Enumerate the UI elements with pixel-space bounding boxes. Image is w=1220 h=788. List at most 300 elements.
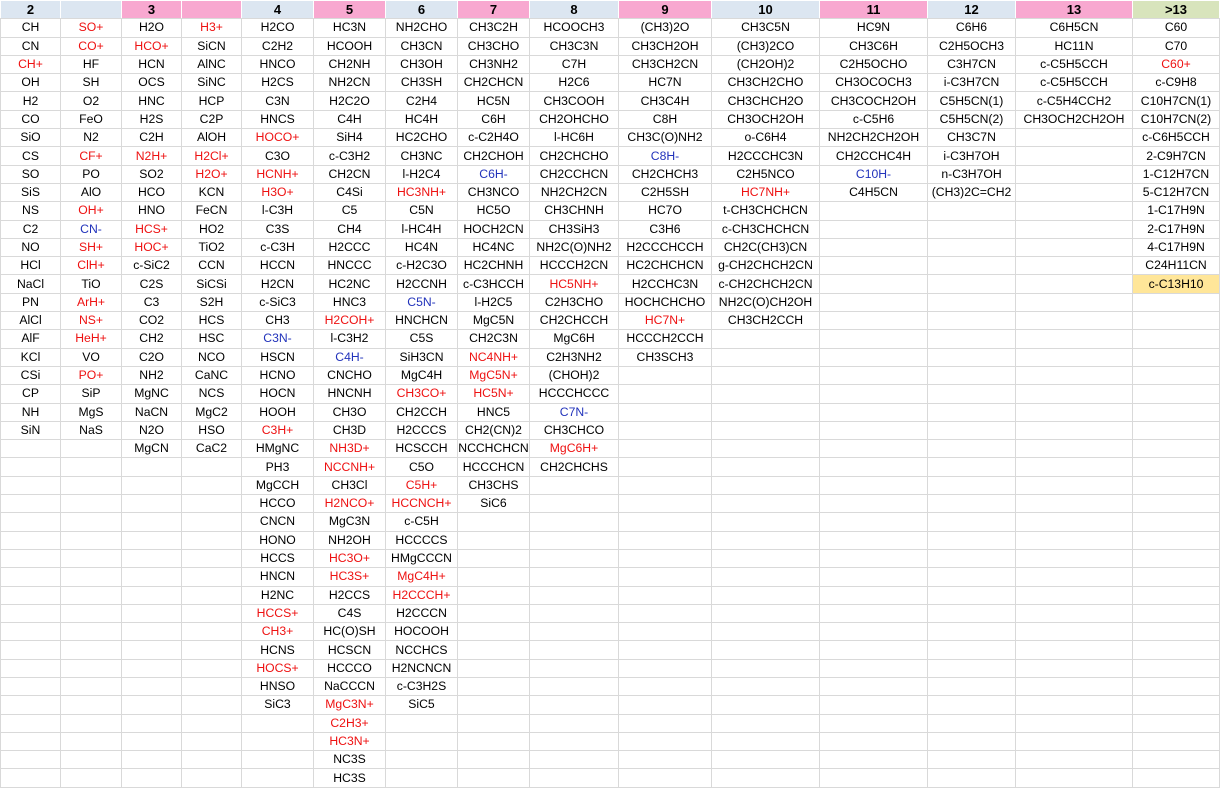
molecule-cell[interactable]: HSCN: [242, 348, 314, 366]
molecule-cell[interactable]: (CH3)2C=CH2: [928, 183, 1016, 201]
empty-cell[interactable]: [619, 641, 712, 659]
empty-cell[interactable]: [1133, 440, 1220, 458]
empty-cell[interactable]: [122, 513, 182, 531]
empty-cell[interactable]: [619, 531, 712, 549]
molecule-cell[interactable]: VO: [61, 348, 122, 366]
header-cell[interactable]: 2: [1, 1, 61, 19]
molecule-cell[interactable]: HNCNH: [314, 385, 386, 403]
empty-cell[interactable]: [1016, 769, 1133, 787]
empty-cell[interactable]: [820, 275, 928, 293]
empty-cell[interactable]: [1016, 495, 1133, 513]
molecule-cell[interactable]: C2H3NH2: [530, 348, 619, 366]
molecule-cell[interactable]: HNSO: [242, 677, 314, 695]
header-cell[interactable]: 6: [386, 1, 458, 19]
empty-cell[interactable]: [712, 421, 820, 439]
molecule-cell[interactable]: CH3CHCO: [530, 421, 619, 439]
empty-cell[interactable]: [619, 586, 712, 604]
empty-cell[interactable]: [712, 531, 820, 549]
molecule-cell[interactable]: H2CCCS: [386, 421, 458, 439]
empty-cell[interactable]: [619, 458, 712, 476]
molecule-cell[interactable]: NO: [1, 238, 61, 256]
molecule-cell[interactable]: c-SiC3: [242, 293, 314, 311]
molecule-cell[interactable]: C2H2: [242, 37, 314, 55]
molecule-cell[interactable]: HC7N: [619, 74, 712, 92]
empty-cell[interactable]: [458, 659, 530, 677]
empty-cell[interactable]: [619, 440, 712, 458]
empty-cell[interactable]: [1133, 659, 1220, 677]
empty-cell[interactable]: [1016, 586, 1133, 604]
molecule-cell[interactable]: H2NC: [242, 586, 314, 604]
molecule-cell[interactable]: c-H2C3O: [386, 257, 458, 275]
molecule-cell[interactable]: CH3CH2CHO: [712, 74, 820, 92]
molecule-cell[interactable]: HOCS+: [242, 659, 314, 677]
empty-cell[interactable]: [619, 732, 712, 750]
molecule-cell[interactable]: CH3NC: [386, 147, 458, 165]
molecule-cell[interactable]: c-CH3CHCHCN: [712, 220, 820, 238]
empty-cell[interactable]: [1133, 604, 1220, 622]
empty-cell[interactable]: [820, 458, 928, 476]
empty-cell[interactable]: [820, 440, 928, 458]
molecule-cell[interactable]: CH3C(O)NH2: [619, 129, 712, 147]
molecule-cell[interactable]: SiO: [1, 129, 61, 147]
empty-cell[interactable]: [619, 769, 712, 787]
empty-cell[interactable]: [122, 714, 182, 732]
molecule-cell[interactable]: HC9N: [820, 19, 928, 37]
molecule-cell[interactable]: C3H7CN: [928, 55, 1016, 73]
molecule-cell[interactable]: H2Cl+: [182, 147, 242, 165]
molecule-cell[interactable]: NaCl: [1, 275, 61, 293]
molecule-cell[interactable]: C6H-: [458, 165, 530, 183]
molecule-cell[interactable]: (CHOH)2: [530, 366, 619, 384]
empty-cell[interactable]: [1016, 458, 1133, 476]
header-cell[interactable]: >13: [1133, 1, 1220, 19]
empty-cell[interactable]: [1016, 641, 1133, 659]
molecule-cell[interactable]: CH3SCH3: [619, 348, 712, 366]
molecule-cell[interactable]: c-C2H4O: [458, 129, 530, 147]
molecule-cell[interactable]: OCS: [122, 74, 182, 92]
empty-cell[interactable]: [182, 549, 242, 567]
molecule-cell[interactable]: SO2: [122, 165, 182, 183]
molecule-cell[interactable]: CP: [1, 385, 61, 403]
molecule-cell[interactable]: OH+: [61, 202, 122, 220]
molecule-cell[interactable]: 1-C12H7CN: [1133, 165, 1220, 183]
molecule-cell[interactable]: NaCCCN: [314, 677, 386, 695]
molecule-cell[interactable]: KCl: [1, 348, 61, 366]
molecule-cell[interactable]: C60+: [1133, 55, 1220, 73]
empty-cell[interactable]: [182, 714, 242, 732]
molecule-cell[interactable]: CaNC: [182, 366, 242, 384]
empty-cell[interactable]: [61, 586, 122, 604]
header-cell[interactable]: [182, 1, 242, 19]
empty-cell[interactable]: [1, 476, 61, 494]
molecule-cell[interactable]: HO2: [182, 220, 242, 238]
molecule-cell[interactable]: HC4H: [386, 110, 458, 128]
molecule-cell[interactable]: CH3CH2OH: [619, 37, 712, 55]
molecule-cell[interactable]: HNCS: [242, 110, 314, 128]
molecule-cell[interactable]: CH3SiH3: [530, 220, 619, 238]
molecule-cell[interactable]: HCNO: [242, 366, 314, 384]
empty-cell[interactable]: [820, 330, 928, 348]
molecule-cell[interactable]: NH2CN: [314, 74, 386, 92]
molecule-cell[interactable]: H3O+: [242, 183, 314, 201]
molecule-cell[interactable]: HC3NH+: [386, 183, 458, 201]
empty-cell[interactable]: [712, 513, 820, 531]
empty-cell[interactable]: [530, 586, 619, 604]
empty-cell[interactable]: [182, 604, 242, 622]
molecule-cell[interactable]: SiNC: [182, 74, 242, 92]
empty-cell[interactable]: [182, 641, 242, 659]
molecule-cell[interactable]: g-CH2CHCH2CN: [712, 257, 820, 275]
molecule-cell[interactable]: CH3NH2: [458, 55, 530, 73]
molecule-cell[interactable]: NCCHCS: [386, 641, 458, 659]
molecule-cell[interactable]: HNC5: [458, 403, 530, 421]
empty-cell[interactable]: [1016, 348, 1133, 366]
molecule-cell[interactable]: HCNH+: [242, 165, 314, 183]
empty-cell[interactable]: [1016, 659, 1133, 677]
empty-cell[interactable]: [61, 659, 122, 677]
header-cell[interactable]: 11: [820, 1, 928, 19]
header-cell[interactable]: 13: [1016, 1, 1133, 19]
molecule-cell[interactable]: CF+: [61, 147, 122, 165]
empty-cell[interactable]: [820, 696, 928, 714]
molecule-cell[interactable]: HC2CHCHCN: [619, 257, 712, 275]
empty-cell[interactable]: [1133, 348, 1220, 366]
molecule-cell[interactable]: HOCOOH: [386, 623, 458, 641]
empty-cell[interactable]: [61, 604, 122, 622]
empty-cell[interactable]: [1016, 312, 1133, 330]
molecule-cell[interactable]: NC4NH+: [458, 348, 530, 366]
molecule-cell[interactable]: SiN: [1, 421, 61, 439]
empty-cell[interactable]: [1133, 531, 1220, 549]
molecule-cell[interactable]: NH2CH2CH2OH: [820, 129, 928, 147]
molecule-cell[interactable]: C4H: [314, 110, 386, 128]
empty-cell[interactable]: [820, 238, 928, 256]
empty-cell[interactable]: [1016, 220, 1133, 238]
molecule-cell[interactable]: C2S: [122, 275, 182, 293]
empty-cell[interactable]: [182, 513, 242, 531]
empty-cell[interactable]: [61, 458, 122, 476]
molecule-cell[interactable]: SO: [1, 165, 61, 183]
molecule-cell[interactable]: MgNC: [122, 385, 182, 403]
empty-cell[interactable]: [712, 403, 820, 421]
empty-cell[interactable]: [530, 732, 619, 750]
molecule-cell[interactable]: CH2NH: [314, 55, 386, 73]
empty-cell[interactable]: [712, 330, 820, 348]
molecule-cell[interactable]: c-C5H6: [820, 110, 928, 128]
molecule-cell[interactable]: C7N-: [530, 403, 619, 421]
empty-cell[interactable]: [61, 476, 122, 494]
molecule-cell[interactable]: HC7NH+: [712, 183, 820, 201]
empty-cell[interactable]: [928, 330, 1016, 348]
molecule-cell[interactable]: NH2C(O)CH2OH: [712, 293, 820, 311]
empty-cell[interactable]: [1133, 732, 1220, 750]
empty-cell[interactable]: [820, 586, 928, 604]
empty-cell[interactable]: [712, 495, 820, 513]
empty-cell[interactable]: [712, 696, 820, 714]
molecule-cell[interactable]: NaS: [61, 421, 122, 439]
molecule-cell[interactable]: CH3C2H: [458, 19, 530, 37]
empty-cell[interactable]: [530, 769, 619, 787]
empty-cell[interactable]: [712, 677, 820, 695]
molecule-cell[interactable]: (CH3)2CO: [712, 37, 820, 55]
empty-cell[interactable]: [820, 293, 928, 311]
molecule-cell[interactable]: HOCO+: [242, 129, 314, 147]
empty-cell[interactable]: [1016, 531, 1133, 549]
molecule-cell[interactable]: AlCl: [1, 312, 61, 330]
empty-cell[interactable]: [122, 732, 182, 750]
molecule-cell[interactable]: HNC3: [314, 293, 386, 311]
molecule-cell[interactable]: H2CCCHCCH: [619, 238, 712, 256]
empty-cell[interactable]: [1133, 421, 1220, 439]
header-cell[interactable]: 7: [458, 1, 530, 19]
molecule-cell[interactable]: HCCCH2CN: [530, 257, 619, 275]
molecule-cell[interactable]: C24H11CN: [1133, 257, 1220, 275]
empty-cell[interactable]: [182, 586, 242, 604]
empty-cell[interactable]: [182, 476, 242, 494]
molecule-cell[interactable]: PH3: [242, 458, 314, 476]
molecule-cell[interactable]: HC4NC: [458, 238, 530, 256]
empty-cell[interactable]: [1016, 165, 1133, 183]
empty-cell[interactable]: [122, 476, 182, 494]
molecule-cell[interactable]: HC3O+: [314, 549, 386, 567]
molecule-cell[interactable]: CH3OH: [386, 55, 458, 73]
molecule-cell[interactable]: H2S: [122, 110, 182, 128]
empty-cell[interactable]: [619, 714, 712, 732]
empty-cell[interactable]: [1, 549, 61, 567]
molecule-cell[interactable]: C6H6: [928, 19, 1016, 37]
empty-cell[interactable]: [530, 751, 619, 769]
molecule-cell[interactable]: N2H+: [122, 147, 182, 165]
empty-cell[interactable]: [530, 495, 619, 513]
header-cell[interactable]: 4: [242, 1, 314, 19]
empty-cell[interactable]: [458, 751, 530, 769]
molecule-cell[interactable]: CH3CN: [386, 37, 458, 55]
molecule-cell[interactable]: NS+: [61, 312, 122, 330]
molecule-cell[interactable]: MgC5N: [458, 312, 530, 330]
molecule-cell[interactable]: HCCN: [242, 257, 314, 275]
molecule-cell[interactable]: SiC6: [458, 495, 530, 513]
empty-cell[interactable]: [1, 623, 61, 641]
molecule-cell[interactable]: HCCS+: [242, 604, 314, 622]
empty-cell[interactable]: [1, 659, 61, 677]
molecule-cell[interactable]: HCCO: [242, 495, 314, 513]
empty-cell[interactable]: [712, 568, 820, 586]
molecule-cell[interactable]: (CH2OH)2: [712, 55, 820, 73]
molecule-cell[interactable]: C10H7CN(2): [1133, 110, 1220, 128]
molecule-cell[interactable]: C2H: [122, 129, 182, 147]
molecule-cell[interactable]: c-C3H: [242, 238, 314, 256]
molecule-cell[interactable]: MgCN: [122, 440, 182, 458]
molecule-cell[interactable]: CNCN: [242, 513, 314, 531]
molecule-cell[interactable]: l-H2C4: [386, 165, 458, 183]
molecule-cell[interactable]: C2H5SH: [619, 183, 712, 201]
molecule-cell[interactable]: CH3C6H: [820, 37, 928, 55]
empty-cell[interactable]: [122, 641, 182, 659]
molecule-cell[interactable]: H2CCNH: [386, 275, 458, 293]
molecule-cell[interactable]: HCOOCH3: [530, 19, 619, 37]
molecule-cell[interactable]: CH3Cl: [314, 476, 386, 494]
molecule-cell[interactable]: CN-: [61, 220, 122, 238]
empty-cell[interactable]: [1, 458, 61, 476]
molecule-cell[interactable]: MgCCH: [242, 476, 314, 494]
empty-cell[interactable]: [1, 641, 61, 659]
empty-cell[interactable]: [619, 677, 712, 695]
molecule-cell[interactable]: HCS+: [122, 220, 182, 238]
molecule-cell[interactable]: H2CCS: [314, 586, 386, 604]
empty-cell[interactable]: [122, 769, 182, 787]
molecule-cell[interactable]: CH2CHCH3: [619, 165, 712, 183]
molecule-cell[interactable]: C6H5CN: [1016, 19, 1133, 37]
molecule-cell[interactable]: TiO2: [182, 238, 242, 256]
molecule-cell[interactable]: NCS: [182, 385, 242, 403]
empty-cell[interactable]: [928, 568, 1016, 586]
empty-cell[interactable]: [386, 769, 458, 787]
molecule-cell[interactable]: C3N: [242, 92, 314, 110]
molecule-cell[interactable]: SH: [61, 74, 122, 92]
molecule-cell[interactable]: MgS: [61, 403, 122, 421]
empty-cell[interactable]: [1133, 714, 1220, 732]
molecule-cell[interactable]: SiC5: [386, 696, 458, 714]
empty-cell[interactable]: [1, 677, 61, 695]
empty-cell[interactable]: [928, 513, 1016, 531]
empty-cell[interactable]: [1016, 366, 1133, 384]
molecule-cell[interactable]: c-CH2CHCH2CN: [712, 275, 820, 293]
molecule-cell[interactable]: CH3D: [314, 421, 386, 439]
empty-cell[interactable]: [1016, 275, 1133, 293]
empty-cell[interactable]: [530, 659, 619, 677]
empty-cell[interactable]: [530, 568, 619, 586]
empty-cell[interactable]: [619, 513, 712, 531]
empty-cell[interactable]: [1016, 147, 1133, 165]
molecule-cell[interactable]: CH3COOH: [530, 92, 619, 110]
molecule-cell[interactable]: OH: [1, 74, 61, 92]
molecule-cell[interactable]: MgC4H: [386, 366, 458, 384]
molecule-cell[interactable]: HCCS: [242, 549, 314, 567]
molecule-cell[interactable]: HeH+: [61, 330, 122, 348]
empty-cell[interactable]: [1016, 677, 1133, 695]
empty-cell[interactable]: [712, 732, 820, 750]
molecule-cell[interactable]: SiH4: [314, 129, 386, 147]
empty-cell[interactable]: [712, 751, 820, 769]
empty-cell[interactable]: [1016, 202, 1133, 220]
molecule-cell[interactable]: HNC: [122, 92, 182, 110]
empty-cell[interactable]: [1016, 421, 1133, 439]
empty-cell[interactable]: [458, 623, 530, 641]
empty-cell[interactable]: [928, 604, 1016, 622]
empty-cell[interactable]: [1016, 129, 1133, 147]
empty-cell[interactable]: [242, 751, 314, 769]
header-cell[interactable]: 3: [122, 1, 182, 19]
empty-cell[interactable]: [530, 604, 619, 622]
molecule-cell[interactable]: CH+: [1, 55, 61, 73]
empty-cell[interactable]: [1133, 366, 1220, 384]
header-cell[interactable]: 12: [928, 1, 1016, 19]
empty-cell[interactable]: [712, 641, 820, 659]
molecule-cell[interactable]: CN: [1, 37, 61, 55]
molecule-cell[interactable]: HMgCCCN: [386, 549, 458, 567]
molecule-cell[interactable]: HMgNC: [242, 440, 314, 458]
molecule-cell[interactable]: SH+: [61, 238, 122, 256]
empty-cell[interactable]: [1016, 714, 1133, 732]
empty-cell[interactable]: [458, 586, 530, 604]
empty-cell[interactable]: [1016, 183, 1133, 201]
empty-cell[interactable]: [1, 751, 61, 769]
molecule-cell[interactable]: CH: [1, 19, 61, 37]
empty-cell[interactable]: [712, 348, 820, 366]
empty-cell[interactable]: [928, 623, 1016, 641]
molecule-cell[interactable]: HC5NH+: [530, 275, 619, 293]
empty-cell[interactable]: [1016, 257, 1133, 275]
molecule-cell[interactable]: C5O: [386, 458, 458, 476]
empty-cell[interactable]: [122, 549, 182, 567]
empty-cell[interactable]: [122, 623, 182, 641]
molecule-cell[interactable]: H2CS: [242, 74, 314, 92]
molecule-cell[interactable]: HC2CHO: [386, 129, 458, 147]
empty-cell[interactable]: [530, 549, 619, 567]
molecule-cell[interactable]: C3H6: [619, 220, 712, 238]
molecule-cell[interactable]: C2H5NCO: [712, 165, 820, 183]
empty-cell[interactable]: [1016, 330, 1133, 348]
molecule-cell[interactable]: CH3OCH2CH2OH: [1016, 110, 1133, 128]
empty-cell[interactable]: [1, 531, 61, 549]
molecule-cell[interactable]: C2P: [182, 110, 242, 128]
empty-cell[interactable]: [820, 714, 928, 732]
empty-cell[interactable]: [1016, 238, 1133, 256]
empty-cell[interactable]: [712, 604, 820, 622]
molecule-cell[interactable]: S2H: [182, 293, 242, 311]
molecule-cell[interactable]: ClH+: [61, 257, 122, 275]
molecule-cell[interactable]: HCS: [182, 312, 242, 330]
empty-cell[interactable]: [122, 568, 182, 586]
molecule-cell[interactable]: H3+: [182, 19, 242, 37]
empty-cell[interactable]: [619, 623, 712, 641]
molecule-cell[interactable]: c-C3H2S: [386, 677, 458, 695]
molecule-cell[interactable]: l-C3H: [242, 202, 314, 220]
molecule-cell[interactable]: CH4: [314, 220, 386, 238]
empty-cell[interactable]: [1, 732, 61, 750]
molecule-cell[interactable]: SiCN: [182, 37, 242, 55]
empty-cell[interactable]: [182, 769, 242, 787]
molecule-cell[interactable]: C5H+: [386, 476, 458, 494]
molecule-cell[interactable]: l-H2C5: [458, 293, 530, 311]
empty-cell[interactable]: [182, 659, 242, 677]
molecule-cell[interactable]: CS: [1, 147, 61, 165]
molecule-cell[interactable]: C4S: [314, 604, 386, 622]
empty-cell[interactable]: [619, 476, 712, 494]
molecule-cell[interactable]: CH2CN: [314, 165, 386, 183]
molecule-cell[interactable]: HC5N: [458, 92, 530, 110]
empty-cell[interactable]: [619, 549, 712, 567]
molecule-cell[interactable]: CH3O: [314, 403, 386, 421]
molecule-cell[interactable]: C70: [1133, 37, 1220, 55]
empty-cell[interactable]: [1016, 403, 1133, 421]
molecule-cell[interactable]: CH3C4H: [619, 92, 712, 110]
empty-cell[interactable]: [61, 696, 122, 714]
header-cell[interactable]: 10: [712, 1, 820, 19]
molecule-cell[interactable]: TiO: [61, 275, 122, 293]
empty-cell[interactable]: [619, 421, 712, 439]
molecule-cell[interactable]: N2O: [122, 421, 182, 439]
molecule-cell[interactable]: MgC3N: [314, 513, 386, 531]
empty-cell[interactable]: [530, 696, 619, 714]
molecule-cell[interactable]: CH2CHCHO: [530, 147, 619, 165]
molecule-cell[interactable]: HCCCHCCC: [530, 385, 619, 403]
molecule-cell[interactable]: NCCNH+: [314, 458, 386, 476]
molecule-cell[interactable]: AlF: [1, 330, 61, 348]
molecule-cell[interactable]: O2: [61, 92, 122, 110]
molecule-cell[interactable]: HCCCCS: [386, 531, 458, 549]
molecule-cell[interactable]: MgC6H+: [530, 440, 619, 458]
